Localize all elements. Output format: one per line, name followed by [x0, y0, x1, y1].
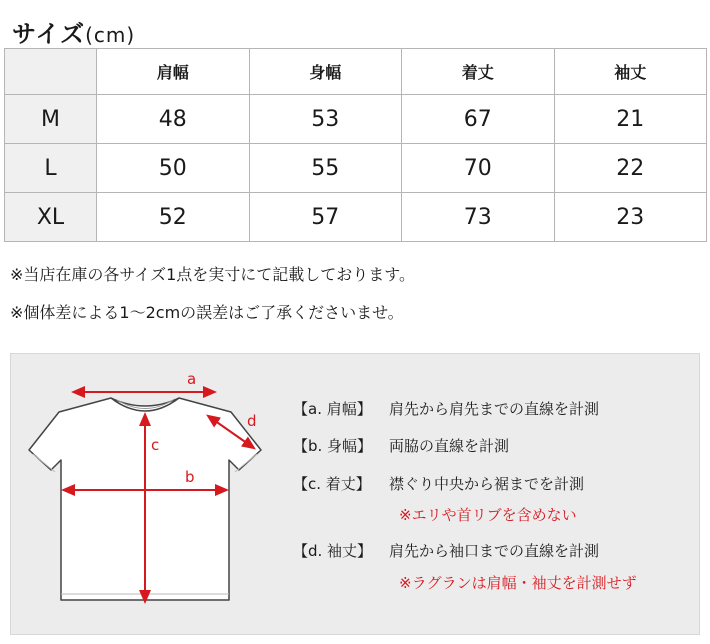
table-cell: 52 [97, 193, 250, 242]
table-cell: 67 [402, 95, 555, 144]
legend-desc: 両脇の直線を計測 [389, 437, 510, 455]
note-stock: ※当店在庫の各サイズ1点を実寸にて記載しております。 [10, 265, 416, 284]
legend-sub-d: ※ラグランは肩幅・袖丈を計測せず [399, 574, 637, 592]
corner-cell [5, 49, 97, 95]
measurement-guide [10, 353, 700, 635]
label-c: c [151, 436, 160, 454]
header-cell: 肩幅 [97, 49, 250, 95]
table-row [5, 193, 707, 242]
tshirt-diagram [11, 354, 291, 636]
title-unit: (cm) [85, 23, 136, 47]
legend-item-d [293, 540, 599, 561]
title-text: サイズ [12, 20, 86, 48]
size-label: M [5, 95, 97, 144]
table-cell: 53 [249, 95, 402, 144]
table-cell: 73 [402, 193, 555, 242]
table-cell: 50 [97, 144, 250, 193]
legend-key: 【d. 袖丈】 [293, 542, 373, 560]
table-cell: 48 [97, 95, 250, 144]
size-label: XL [5, 193, 97, 242]
table-row [5, 95, 707, 144]
size-table [4, 48, 707, 242]
table-row [5, 144, 707, 193]
table-cell: 23 [554, 193, 707, 242]
table-cell: 70 [402, 144, 555, 193]
legend-desc: 襟ぐり中央から裾までを計測 [389, 475, 585, 493]
label-a: a [187, 370, 197, 388]
label-b: b [185, 468, 195, 486]
table-cell: 21 [554, 95, 707, 144]
legend-key: 【c. 着丈】 [293, 475, 371, 493]
legend-desc: 肩先から袖口までの直線を計測 [389, 542, 600, 560]
header-cell: 袖丈 [554, 49, 707, 95]
header-cell: 身幅 [249, 49, 402, 95]
label-d: d [247, 412, 257, 430]
note-tolerance: ※個体差による1〜2cmの誤差はご了承くださいませ。 [10, 303, 404, 322]
table-cell: 22 [554, 144, 707, 193]
legend-key: 【a. 肩幅】 [293, 400, 372, 418]
legend-item-b [293, 435, 509, 456]
legend-key: 【b. 身幅】 [293, 437, 373, 455]
table-cell: 57 [249, 193, 402, 242]
legend-item-c [293, 473, 584, 494]
legend-item-a [293, 398, 599, 419]
page-title [12, 14, 135, 49]
legend-sub-c: ※エリや首リブを含めない [399, 506, 577, 524]
header-row [5, 49, 707, 95]
legend-desc: 肩先から肩先までの直線を計測 [389, 400, 600, 418]
table-cell: 55 [249, 144, 402, 193]
size-label: L [5, 144, 97, 193]
header-cell: 着丈 [402, 49, 555, 95]
